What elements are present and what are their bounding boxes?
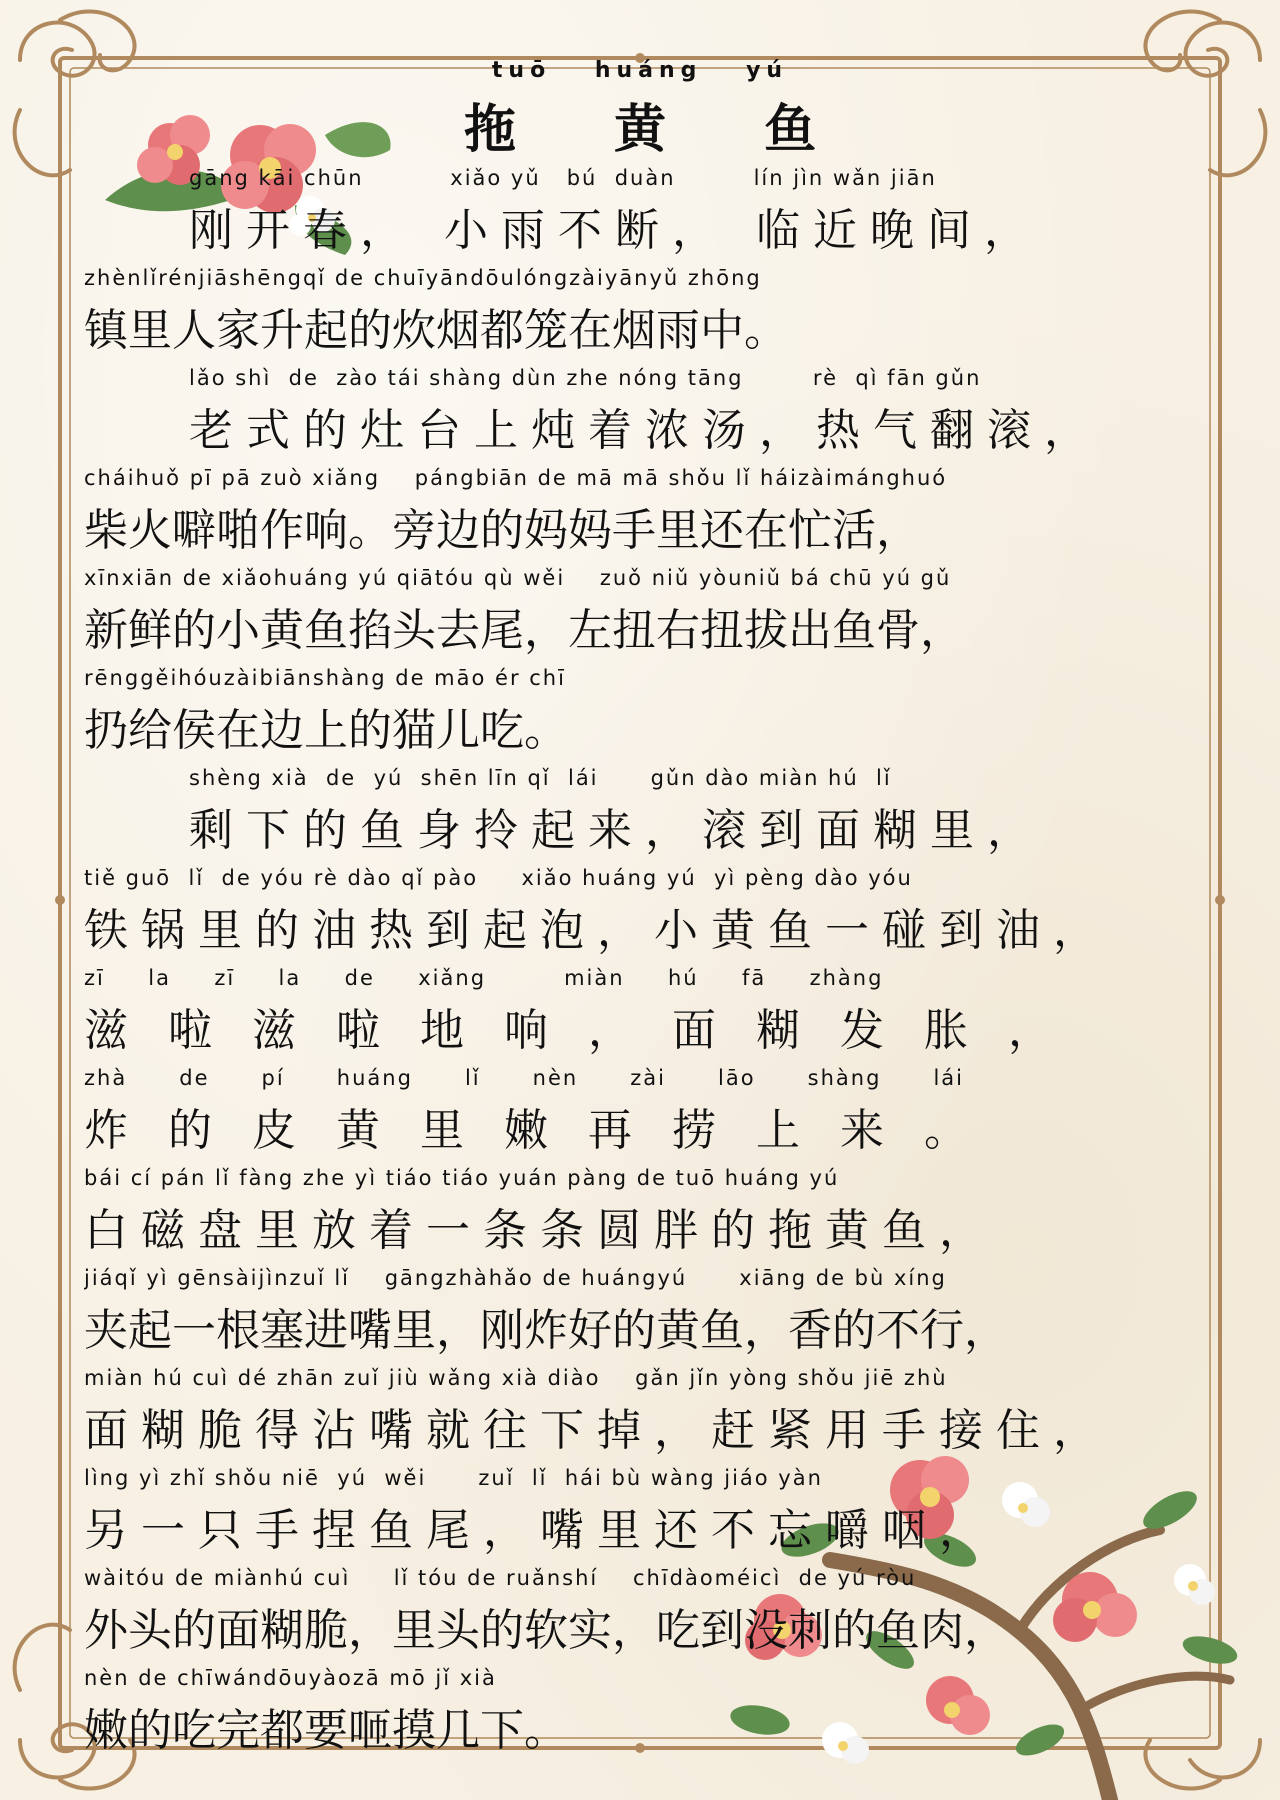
line-text: 滋啦滋啦地响，面糊发胀， [84, 1005, 1092, 1056]
poem-line [84, 1460, 1224, 1560]
line-pinyin: shèng xià de yú shēn līn qǐ lái gǔn dào miàn hú lǐ [189, 766, 892, 790]
line-text: 外头的面糊脆，里头的软实，吃到没刺的鱼肉， [84, 1605, 1008, 1656]
poem-line [84, 560, 1224, 660]
line-pinyin: xīnxiān de xiǎohuáng yú qiātóu qù wěi zuǒ niǔ yòuniǔ bá chū yú gǔ [84, 566, 952, 590]
title-block [0, 58, 1280, 162]
line-pinyin: wàitóu de miànhú cuì lǐ tóu de ruǎnshí chīdàoméicì de yú ròu [84, 1566, 917, 1590]
poem-line [84, 660, 1224, 760]
poem-line [84, 1260, 1224, 1360]
line-text: 夹起一根塞进嘴里，刚炸好的黄鱼，香的不行， [84, 1305, 1008, 1356]
line-text: 炸的皮黄里嫩再捞上来。 [84, 1105, 1008, 1156]
line-text: 刚开春， 小雨不断， 临近晚间， [189, 205, 1041, 256]
poem-line [84, 960, 1224, 1060]
poem-line [84, 1660, 1224, 1760]
line-pinyin: zī la zī la de xiǎng miàn hú fā zhàng [84, 966, 884, 990]
line-pinyin: gāng kāi chūn xiǎo yǔ bú duàn lín jìn wǎn jiān [189, 166, 937, 190]
poem-line [84, 760, 1224, 860]
poem-line [84, 1160, 1224, 1260]
line-text: 嫩的吃完都要咂摸几下。 [84, 1705, 568, 1756]
poem-line [84, 860, 1224, 960]
title-pinyin: tuō huáng yú [491, 58, 789, 83]
line-text: 另一只手捏鱼尾，嘴里还不忘嚼咽， [84, 1505, 996, 1556]
line-text: 老式的灶台上炖着浓汤，热气翻滚， [189, 405, 1101, 456]
poem-line [84, 360, 1224, 460]
poem-line [84, 460, 1224, 560]
line-pinyin: cháihuǒ pī pā zuò xiǎng pángbiān de mā mā shǒu lǐ háizàimánghuó [84, 466, 948, 490]
page-title: 拖 黄 鱼 [463, 99, 857, 160]
line-text: 柴火噼啪作响。旁边的妈妈手里还在忙活， [84, 505, 920, 556]
line-text: 面糊脆得沾嘴就往下掉，赶紧用手接住， [84, 1405, 1110, 1456]
line-pinyin: tiě guō lǐ de yóu rè dào qǐ pào xiǎo huáng yú yì pèng dào yóu [84, 866, 913, 890]
poem-line [84, 1360, 1224, 1460]
poem-line [84, 1060, 1224, 1160]
line-text: 扔给侯在边上的猫儿吃。 [84, 705, 568, 756]
line-text: 铁锅里的油热到起泡，小黄鱼一碰到油， [84, 905, 1110, 956]
line-text: 新鲜的小黄鱼掐头去尾，左扭右扭拔出鱼骨， [84, 605, 964, 656]
line-pinyin: zhà de pí huáng lǐ nèn zài lāo shàng lái [84, 1066, 964, 1090]
line-pinyin: lǎo shì de zào tái shàng dùn zhe nóng tāng rè qì fān gǔn [189, 366, 982, 390]
poem-body [84, 160, 1224, 1760]
line-pinyin: miàn hú cuì dé zhān zuǐ jiù wǎng xià diào gǎn jǐn yòng shǒu jiē zhù [84, 1366, 948, 1390]
line-pinyin: lìng yì zhǐ shǒu niē yú wěi zuǐ lǐ hái bù wàng jiáo yàn [84, 1466, 823, 1490]
line-text: 白磁盘里放着一条条圆胖的拖黄鱼， [84, 1205, 996, 1256]
line-pinyin: jiáqǐ yì gēnsàijìnzuǐ lǐ gāngzhàhǎo de huángyú xiāng de bù xíng [84, 1266, 947, 1290]
line-pinyin: nèn de chīwándōuyàozā mō jǐ xià [84, 1666, 497, 1690]
poem-line [84, 1560, 1224, 1660]
line-pinyin: rēnggěihóuzàibiānshàng de māo ér chī [84, 666, 566, 690]
line-pinyin: bái cí pán lǐ fàng zhe yì tiáo tiáo yuán pàng de tuō huáng yú [84, 1166, 840, 1190]
poem-line [84, 260, 1224, 360]
line-pinyin: zhènlǐrénjiāshēngqǐ de chuīyāndōulóngzàiyānyǔ zhōng [84, 266, 762, 290]
line-text: 剩下的鱼身拎起来，滚到面糊里， [189, 805, 1044, 856]
line-text: 镇里人家升起的炊烟都笼在烟雨中。 [84, 305, 788, 356]
poem-line [84, 160, 1224, 260]
